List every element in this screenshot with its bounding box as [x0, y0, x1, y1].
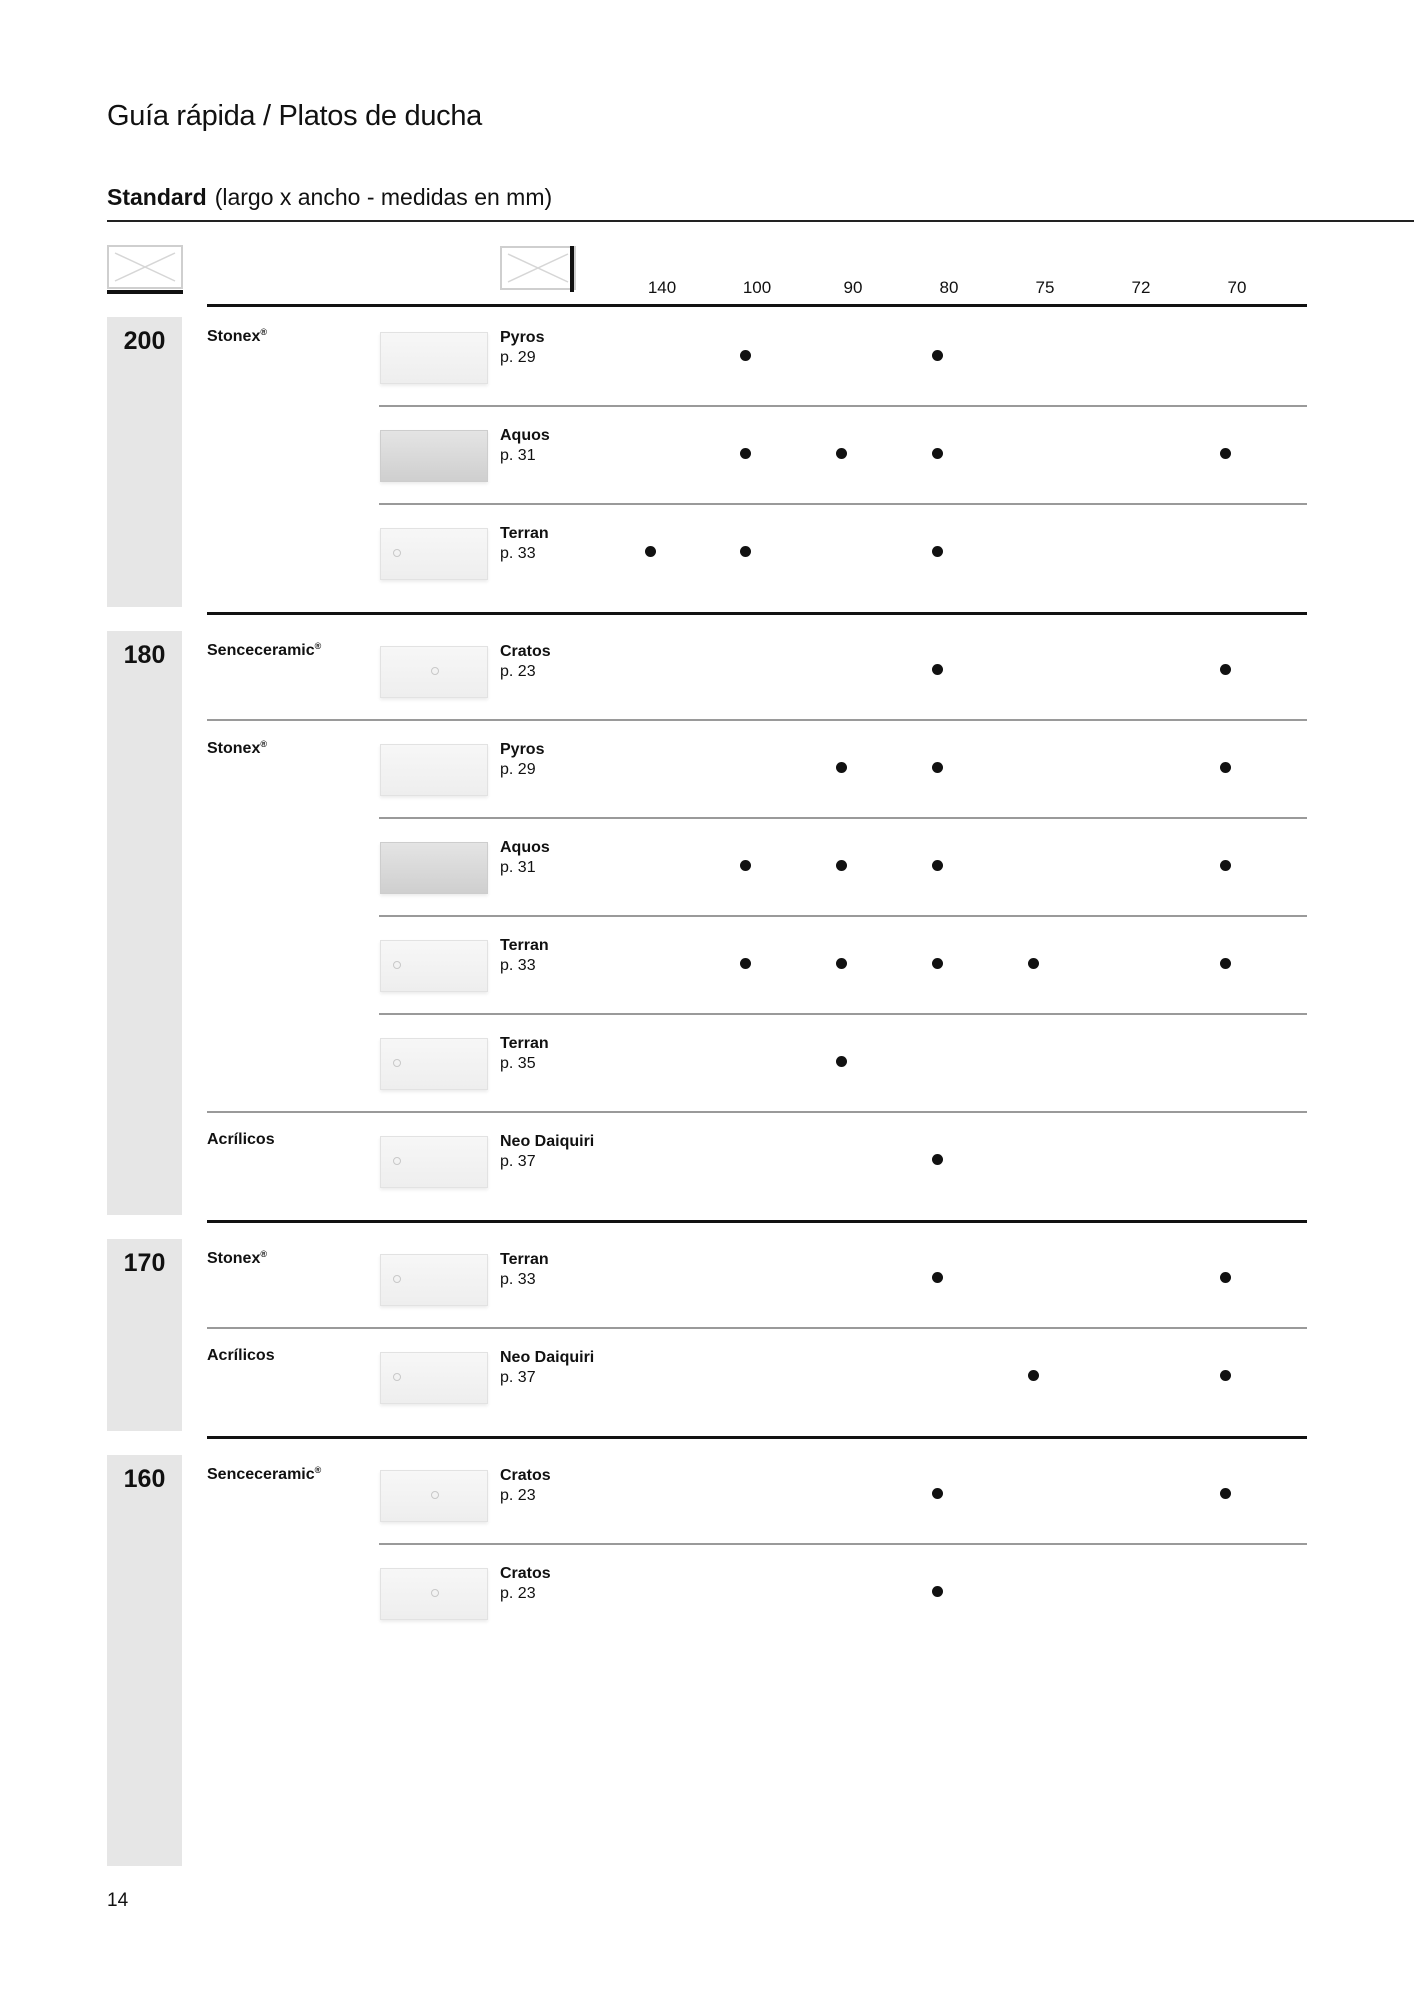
drain-icon	[393, 1059, 401, 1067]
availability-dot-80	[932, 958, 943, 969]
product-page-ref: p. 29	[500, 761, 536, 778]
product-thumbnail	[380, 744, 488, 796]
product-page-ref: p. 29	[500, 349, 536, 366]
availability-dot-90	[836, 958, 847, 969]
availability-dot-80	[932, 1488, 943, 1499]
header-rule	[207, 304, 1307, 307]
product-divider	[379, 1543, 1307, 1545]
availability-dot-90	[836, 860, 847, 871]
drain-icon	[431, 1589, 439, 1597]
availability-dot-80	[932, 546, 943, 557]
registered-mark: ®	[260, 739, 267, 749]
availability-dot-70	[1220, 860, 1231, 871]
family-name: Stonex	[207, 740, 261, 757]
drain-icon	[393, 961, 401, 969]
availability-dot-100	[740, 448, 751, 459]
product-page-ref: p. 37	[500, 1369, 536, 1386]
drain-icon	[431, 1491, 439, 1499]
length-label: 200	[123, 327, 166, 355]
product-name: Aquos	[500, 427, 550, 444]
length-bar-200	[107, 317, 182, 607]
subtitle	[107, 184, 552, 211]
product-page-ref: p. 23	[500, 1487, 536, 1504]
product-name: Pyros	[500, 329, 545, 346]
product-thumbnail	[380, 1568, 488, 1620]
product-name: Cratos	[500, 643, 551, 660]
availability-dot-70	[1220, 448, 1231, 459]
length-group-divider	[207, 1220, 1307, 1223]
width-header-100: 100	[742, 278, 772, 297]
length-bar-180	[107, 631, 182, 1215]
product-divider	[379, 817, 1307, 819]
availability-dot-90	[836, 1056, 847, 1067]
product-thumbnail	[380, 1352, 488, 1404]
width-header-140: 140	[647, 278, 677, 297]
length-group-divider	[207, 612, 1307, 615]
top-rule	[107, 220, 1414, 222]
product-thumbnail	[380, 1470, 488, 1522]
availability-dot-80	[932, 664, 943, 675]
product-name: Neo Daiquiri	[500, 1349, 595, 1366]
availability-dot-70	[1220, 664, 1231, 675]
product-name: Terran	[500, 1035, 549, 1052]
family-divider	[207, 719, 1307, 721]
availability-dot-75	[1028, 958, 1039, 969]
availability-dot-75	[1028, 1370, 1039, 1381]
availability-dot-140	[645, 546, 656, 557]
product-thumbnail	[380, 1136, 488, 1188]
family-label	[207, 1347, 275, 1365]
product-thumbnail	[380, 1038, 488, 1090]
availability-dot-80	[932, 1586, 943, 1597]
product-name: Neo Daiquiri	[500, 1133, 595, 1150]
family-name: Stonex	[207, 1250, 261, 1267]
product-divider	[379, 915, 1307, 917]
availability-dot-70	[1220, 1370, 1231, 1381]
width-header-90: 90	[843, 278, 863, 297]
product-name: Terran	[500, 937, 549, 954]
product-divider	[379, 405, 1307, 407]
product-page-ref: p. 33	[500, 545, 536, 562]
drain-icon	[431, 667, 439, 675]
availability-dot-70	[1220, 1272, 1231, 1283]
product-page-ref: p. 33	[500, 957, 536, 974]
product-thumbnail	[380, 842, 488, 894]
product-page-ref: p. 33	[500, 1271, 536, 1288]
availability-dot-100	[740, 958, 751, 969]
length-icon	[107, 245, 183, 289]
product-divider	[379, 1013, 1307, 1015]
availability-dot-100	[740, 860, 751, 871]
availability-dot-80	[932, 762, 943, 773]
width-header-80: 80	[939, 278, 959, 297]
drain-icon	[393, 1157, 401, 1165]
product-page-ref: p. 23	[500, 1585, 536, 1602]
family-label	[207, 641, 321, 660]
width-header-72: 72	[1131, 278, 1151, 297]
family-divider	[207, 1327, 1307, 1329]
product-page-ref: p. 23	[500, 663, 536, 680]
availability-dot-100	[740, 350, 751, 361]
length-bar-160	[107, 1455, 182, 1866]
registered-mark: ®	[260, 327, 267, 337]
family-name: Stonex	[207, 328, 261, 345]
availability-dot-80	[932, 860, 943, 871]
product-name: Terran	[500, 1251, 549, 1268]
drain-icon	[393, 549, 401, 557]
family-label	[207, 1131, 275, 1149]
registered-mark: ®	[260, 1249, 267, 1259]
family-name: Acrílicos	[207, 1347, 275, 1364]
availability-dot-100	[740, 546, 751, 557]
registered-mark: ®	[314, 641, 322, 651]
product-thumbnail	[380, 646, 488, 698]
availability-dot-80	[932, 448, 943, 459]
product-name: Aquos	[500, 839, 550, 856]
family-name: Acrílicos	[207, 1131, 275, 1148]
product-page-ref: p. 37	[500, 1153, 536, 1170]
family-divider	[207, 1111, 1307, 1113]
availability-dot-80	[932, 1154, 943, 1165]
family-label	[207, 1249, 267, 1268]
product-thumbnail	[380, 332, 488, 384]
page-number: 14	[107, 1890, 129, 1911]
family-label	[207, 327, 267, 346]
product-page-ref: p. 31	[500, 447, 536, 464]
availability-dot-90	[836, 762, 847, 773]
drain-icon	[393, 1275, 401, 1283]
availability-dot-70	[1220, 762, 1231, 773]
subtitle-standard: Standard	[107, 184, 207, 210]
width-header-75: 75	[1035, 278, 1055, 297]
product-thumbnail	[380, 430, 488, 482]
availability-dot-90	[836, 448, 847, 459]
family-label	[207, 1465, 321, 1484]
length-label: 180	[123, 641, 166, 669]
length-icon-underline	[107, 290, 183, 294]
width-icon	[500, 246, 576, 290]
product-name: Cratos	[500, 1565, 551, 1582]
availability-dot-80	[932, 350, 943, 361]
registered-mark: ®	[314, 1465, 322, 1475]
product-divider	[379, 503, 1307, 505]
family-name: Senceceramic	[207, 1466, 315, 1483]
availability-dot-80	[932, 1272, 943, 1283]
length-label: 160	[123, 1465, 166, 1493]
length-label: 170	[123, 1249, 166, 1277]
product-page-ref: p. 31	[500, 859, 536, 876]
page-title: Guía rápida / Platos de ducha	[107, 100, 482, 132]
product-name: Terran	[500, 525, 549, 542]
drain-icon	[393, 1373, 401, 1381]
length-group-divider	[207, 1436, 1307, 1439]
product-thumbnail	[380, 1254, 488, 1306]
product-thumbnail	[380, 528, 488, 580]
product-thumbnail	[380, 940, 488, 992]
family-name: Senceceramic	[207, 642, 315, 659]
family-label	[207, 739, 267, 758]
subtitle-note: (largo x ancho - medidas en mm)	[214, 184, 553, 210]
product-name: Cratos	[500, 1467, 551, 1484]
product-name: Pyros	[500, 741, 545, 758]
width-header-70: 70	[1227, 278, 1247, 297]
product-page-ref: p. 35	[500, 1055, 536, 1072]
availability-dot-70	[1220, 1488, 1231, 1499]
availability-dot-70	[1220, 958, 1231, 969]
width-icon-bar	[570, 246, 574, 292]
